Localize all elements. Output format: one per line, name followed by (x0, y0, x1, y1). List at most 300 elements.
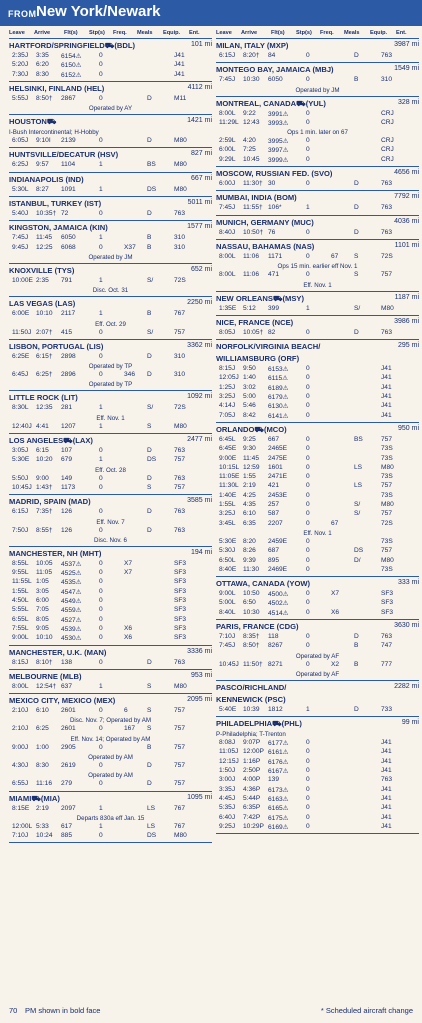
flight-cell: D (147, 137, 152, 145)
flight-cell: 757 (174, 483, 186, 491)
destination-name: INDIANAPOLIS (IND) (9, 174, 84, 184)
flight-cell: 9:30 (243, 445, 256, 453)
flight-cell: 8:00L (219, 109, 236, 117)
flight-cell: SF3 (174, 559, 187, 567)
left-column (9, 40, 212, 844)
flight-cell: 12:40J (12, 422, 32, 430)
flight-cell: 126 (61, 508, 73, 516)
flight-cell: 1:25J (219, 383, 236, 391)
flight-cell: M80 (174, 422, 187, 430)
destination-miles: 1101 mi (394, 241, 419, 249)
flight-row (216, 776, 419, 785)
flight-cell: 763 (381, 776, 393, 784)
flight-cell: 1:50J (219, 767, 236, 775)
flight-cell: 11:50† (243, 660, 263, 668)
flight-cell: 10:45J (12, 483, 32, 491)
flight-cell: D (147, 474, 152, 482)
destination-entry (216, 217, 419, 240)
flight-cell: 72S (174, 404, 186, 412)
destination-name: MONTREAL, CANADA⛟(YUL) (216, 98, 326, 108)
flight-cell: 0 (306, 109, 310, 117)
flight-cell: 10:29P (243, 822, 264, 830)
flight-cell: B (354, 76, 359, 84)
destination-name: KINGSTON, JAMAICA (KIN) (9, 223, 108, 233)
flight-row (216, 706, 419, 715)
destination-entry (216, 192, 419, 215)
flight-cell: 757 (174, 328, 186, 336)
flight-cell: 0 (99, 707, 103, 715)
flight-cell: 0 (99, 328, 103, 336)
flight-cell: DS (147, 185, 157, 193)
flight-cell: 757 (174, 707, 186, 715)
flight-row (216, 767, 419, 776)
flight-cell: B (147, 310, 152, 318)
flight-cell: 1207 (61, 422, 76, 430)
flight-cell: 3993⚠ (268, 119, 289, 127)
flight-cell: 0 (99, 780, 103, 788)
flight-cell: 2898 (61, 352, 76, 360)
flight-cell: M80 (174, 137, 187, 145)
flight-cell: D (147, 447, 152, 455)
flight-row (9, 634, 212, 643)
flight-row (9, 95, 212, 104)
flight-cell: J41 (381, 739, 392, 747)
flight-cell: 7:30J (12, 70, 29, 78)
flight-cell: 9:00 (36, 474, 49, 482)
flight-cell: M11 (174, 94, 187, 102)
flight-cell: 346 (124, 371, 136, 379)
flight-cell: 4:30J (12, 761, 29, 769)
flight-cell: 5:12 (243, 304, 256, 312)
flight-cell: 0 (306, 822, 310, 830)
flight-cell: 8:30 (36, 761, 49, 769)
flight-cell: 6050 (61, 234, 76, 242)
destination-miles: 3336 mi (187, 647, 212, 655)
flight-cell: 4500⚠ (268, 591, 289, 599)
flight-cell: 0 (306, 228, 310, 236)
flight-cell: 763 (381, 52, 393, 59)
flight-cell: M80 (174, 682, 187, 690)
flight-cell: S/ (354, 501, 361, 509)
flight-cell: 6161⚠ (268, 749, 289, 757)
flight-cell: X7 (124, 569, 133, 577)
column-header-right (216, 27, 419, 39)
flight-cell: X7 (124, 559, 133, 567)
flight-cell: 0 (306, 52, 310, 59)
flight-row (9, 234, 212, 243)
flight-cell: J41 (381, 785, 392, 793)
destination-entry (216, 98, 419, 167)
flight-row (216, 455, 419, 464)
flight-cell: 8:10† (36, 658, 53, 666)
flight-cell: 73S (381, 565, 393, 573)
flight-cell: 2896 (61, 371, 76, 379)
flight-cell: 6130⚠ (268, 403, 289, 411)
destination-title (9, 647, 212, 659)
flight-cell: 0 (306, 402, 310, 410)
col-header: Equip. (163, 30, 181, 36)
flight-cell: 8:40L (219, 608, 236, 616)
destination-entry (9, 548, 212, 646)
flight-row (9, 616, 212, 625)
flight-cell: 6:35 (243, 519, 256, 527)
col-header: Arrive (241, 30, 258, 36)
right-column (216, 40, 419, 835)
flight-row (216, 492, 419, 501)
destination-entry (9, 222, 212, 264)
flight-cell: 399 (268, 304, 280, 312)
col-header: Meals (344, 30, 360, 36)
flight-cell: 8:20† (243, 52, 260, 59)
flight-cell: J41 (381, 393, 392, 401)
flight-cell: 0 (99, 569, 103, 577)
destination-title (216, 682, 419, 694)
flight-cell: 0 (306, 146, 310, 154)
flight-cell: 2471E (268, 473, 288, 481)
flight-cell: 7:55L (12, 624, 29, 632)
flight-row (216, 804, 419, 813)
flight-cell: 885 (61, 832, 73, 840)
flight-cell: LS (354, 482, 363, 490)
flight-cell: 6:25 (36, 725, 49, 733)
destination-name: LITTLE ROCK (LIT) (9, 393, 78, 403)
destination-name: NICE, FRANCE (NCE) (216, 317, 294, 327)
flight-cell: 0 (306, 252, 310, 260)
flight-cell: D (147, 508, 152, 516)
flight-cell: M80 (381, 463, 394, 471)
flight-cell: 1 (99, 456, 103, 464)
flight-cell: 757 (174, 725, 186, 733)
destination-miles: 1549 mi (394, 65, 419, 73)
flight-cell: 6:35P (243, 804, 261, 812)
destination-title (216, 192, 419, 204)
destination-miles: 3987 mi (394, 41, 419, 48)
destination-miles: 328 mi (397, 98, 419, 106)
flight-row (216, 510, 419, 519)
aircraft-change-legend: * Scheduled aircraft change (320, 1006, 413, 1015)
destination-name: MANCHESTER, U.K. (MAN) (9, 647, 107, 657)
flight-cell: 9:00J (12, 743, 29, 751)
flight-row (9, 447, 212, 456)
flight-cell: 7:45J (219, 642, 236, 650)
flight-row (216, 412, 419, 421)
flight-row (216, 436, 419, 445)
flight-cell: 1:55L (219, 501, 236, 509)
flight-cell: 118 (268, 632, 279, 640)
page-banner (0, 0, 422, 26)
destination-title (9, 671, 212, 683)
destination-entry (216, 64, 419, 96)
destination-entry (9, 695, 212, 791)
flight-cell: 0 (306, 813, 310, 821)
col-header: Freq. (113, 30, 127, 36)
flight-cell: 6:55J (12, 780, 29, 788)
flight-cell: 0 (306, 491, 310, 499)
flight-cell: M80 (381, 556, 394, 564)
col-header: Ent. (189, 30, 200, 36)
flight-cell: 9:29L (219, 155, 236, 163)
flight-cell: 791 (61, 276, 73, 284)
flight-cell: J41 (381, 794, 392, 802)
destination-miles: 1095 mi (187, 793, 212, 801)
flight-cell: 9:07P (243, 739, 261, 747)
destination-entry (9, 40, 212, 82)
flight-cell: D (354, 328, 359, 336)
flight-cell: 9:05 (36, 624, 49, 632)
destination-title (216, 578, 419, 590)
flight-cell: 5:55J (12, 94, 29, 102)
flight-row (216, 758, 419, 767)
flight-note: Operated by AM (88, 772, 133, 780)
flight-cell: 10:00E (12, 276, 33, 284)
destination-name: ISTANBUL, TURKEY (IST) (9, 199, 102, 209)
flight-cell: 8:55L (12, 559, 29, 567)
flight-cell: 6:50L (219, 556, 236, 564)
flight-cell: 6:55L (12, 615, 29, 623)
flight-cell: S (354, 252, 359, 260)
flight-cell: J41 (381, 365, 392, 373)
destination-miles: 2477 mi (187, 436, 212, 444)
destination-name: NASSAU, BAHAMAS (NAS) (216, 241, 315, 251)
flight-cell: 0 (306, 794, 310, 802)
flight-cell: 5:20J (12, 61, 29, 69)
flight-cell: 8:20 (243, 537, 256, 545)
flight-cell: 0 (99, 658, 103, 666)
destination-name: MILAN, ITALY (MXP) (216, 41, 289, 50)
flight-cell: B (147, 743, 152, 751)
flight-cell: J41 (381, 804, 392, 812)
flight-cell: 4547⚠ (61, 588, 82, 596)
flight-cell: 8:30L (12, 404, 29, 412)
flight-cell: J41 (381, 757, 392, 765)
destination-name: MANCHESTER, NH (MHT) (9, 548, 102, 558)
flight-cell: J41 (174, 61, 185, 69)
flight-cell: 3:35J (219, 785, 236, 793)
flight-cell: S (354, 271, 359, 279)
destination-entry (9, 341, 212, 392)
flight-row (9, 456, 212, 465)
flight-row (9, 683, 212, 692)
flight-cell: S/ (147, 328, 154, 336)
flight-cell: 139 (268, 776, 280, 784)
flight-note: Operated by AM (88, 753, 133, 761)
flight-cell: 757 (174, 761, 186, 769)
flight-cell: 1 (306, 705, 310, 713)
flight-cell: 2:19 (243, 482, 256, 490)
flight-note: Operated by JM (88, 253, 133, 261)
flight-row (9, 625, 212, 634)
flight-row (9, 832, 212, 841)
destination-miles: 1577 mi (187, 223, 212, 231)
flight-cell: 4:35 (243, 501, 256, 509)
col-header: Flt(s) (64, 30, 78, 36)
flight-cell: 4527⚠ (61, 616, 82, 624)
flight-cell: 0 (306, 748, 310, 756)
destination-title (216, 168, 419, 180)
flight-cell: 0 (306, 454, 310, 462)
flight-cell: 7:10J (219, 632, 236, 640)
flight-cell: 0 (99, 352, 103, 360)
flight-cell: 2:50P (243, 767, 261, 775)
flight-cell: 0 (306, 328, 310, 336)
flight-note: Disc. Nov. 6 (94, 536, 127, 544)
flight-cell: 6189⚠ (268, 384, 289, 392)
destination-name: KNOXVILLE (TYS) (9, 265, 75, 275)
flight-cell: 0 (99, 94, 103, 102)
destination-title (216, 621, 419, 633)
destination-title (216, 241, 419, 253)
flight-cell: 8:00L (12, 682, 29, 690)
flight-row (9, 508, 212, 517)
flight-cell: D (147, 94, 152, 102)
flight-cell: DS (147, 456, 157, 464)
destination-name: MONTEGO BAY, JAMAICA (MBJ) (216, 65, 334, 75)
flight-cell: CRJ (381, 109, 394, 117)
flight-cell: J41 (381, 402, 392, 410)
flight-cell: 167 (124, 725, 136, 733)
flight-cell: 6179⚠ (268, 394, 289, 402)
flight-cell: 1:55L (12, 587, 29, 595)
flight-cell: 763 (174, 474, 186, 482)
flight-cell: 7:10J (12, 832, 29, 840)
destination-miles: 2282 mi (394, 682, 419, 690)
flight-cell: 3:00J (219, 776, 236, 784)
flight-cell: 0 (306, 463, 310, 471)
flight-row (216, 329, 419, 338)
flight-cell: 0 (306, 473, 310, 481)
flight-note: Eff. Oct. 29 (95, 320, 126, 328)
flight-cell: 6:40J (219, 813, 236, 821)
flight-cell: 763 (381, 204, 393, 212)
flight-cell: 471 (268, 271, 280, 279)
flight-cell: 3:25J (219, 510, 236, 518)
flight-cell: 107 (61, 447, 73, 455)
flight-cell: 0 (306, 519, 310, 527)
flight-cell: 6:00J (219, 180, 236, 188)
destination-miles: 7792 mi (394, 193, 419, 201)
flight-cell: 6068 (61, 243, 76, 251)
flight-cell: 4539⚠ (61, 625, 82, 633)
destination-entry (216, 621, 419, 681)
flight-cell: 6:25J (12, 161, 29, 169)
flight-cell: D (147, 658, 152, 666)
flight-cell: 11:50J (12, 328, 32, 336)
flight-cell: 1 (306, 204, 310, 212)
destination-name: PARIS, FRANCE (CDG) (216, 621, 299, 631)
flight-cell: 0 (99, 52, 103, 59)
flight-cell: 757 (174, 456, 186, 464)
flight-cell: 1:40E (219, 491, 237, 499)
flight-cell: 6115⚠ (268, 375, 289, 383)
flight-cell: CRJ (381, 146, 394, 154)
flight-cell: 8:50† (36, 94, 53, 102)
destination-subtitle: I-Bush Intercontinental; H-Hobby (9, 129, 99, 137)
flight-cell: 73S (381, 445, 393, 453)
flight-cell: 149 (61, 474, 73, 482)
flight-cell: 73S (381, 473, 393, 481)
flight-cell: 3:05 (36, 587, 49, 595)
flight-cell: 4502⚠ (268, 600, 289, 608)
flight-row (216, 473, 419, 482)
flight-cell: 763 (381, 632, 393, 640)
flight-cell: 10:39 (243, 705, 260, 713)
flight-cell: S (147, 682, 152, 690)
flight-cell: 10:24 (36, 832, 53, 840)
flight-cell: 1:35E (219, 304, 237, 312)
flight-cell: 8:08J (219, 739, 236, 747)
flight-cell: 2601 (61, 707, 76, 715)
flight-cell: 0 (306, 482, 310, 490)
destination-title (216, 341, 419, 353)
flight-cell: D (147, 526, 152, 534)
flight-row (216, 501, 419, 510)
flight-row (9, 484, 212, 493)
flight-cell: 7:45J (219, 76, 236, 84)
flight-cell: 1 (99, 682, 103, 690)
flight-cell: 8:26 (243, 547, 256, 555)
flight-cell: 763 (174, 658, 186, 666)
flight-cell: 6:25E (12, 352, 30, 360)
flight-row (216, 748, 419, 757)
flight-cell: 0 (99, 634, 103, 642)
flight-cell: 126 (61, 526, 73, 534)
flight-cell: 1 (99, 822, 103, 830)
flight-cell: SF3 (174, 587, 187, 595)
destination-title (9, 392, 212, 404)
flight-cell: 0 (306, 547, 310, 555)
flight-cell: X6 (331, 608, 340, 616)
flight-cell: SF3 (174, 624, 187, 632)
destination-entry (9, 198, 212, 221)
flight-cell: 0 (306, 739, 310, 747)
flight-cell: 617 (61, 822, 73, 830)
flight-cell: 4:14J (219, 402, 236, 410)
flight-cell: D (354, 632, 359, 640)
flight-cell: 1104 (61, 161, 76, 169)
flight-cell: 0 (99, 725, 103, 733)
flight-cell: 0 (99, 606, 103, 614)
destination-title (216, 424, 419, 436)
destination-name: OTTAWA, CANADA (YOW) (216, 579, 311, 589)
flight-row (9, 244, 212, 253)
destination-title (9, 341, 212, 353)
flight-cell: 9:00E (219, 454, 237, 462)
destination-name: MIAMI⛟(MIA) (9, 793, 60, 803)
flight-cell: 637 (61, 682, 73, 690)
flight-cell: 0 (99, 597, 103, 605)
destination-entry (9, 83, 212, 115)
destination-title (216, 98, 419, 110)
destination-title (9, 548, 212, 560)
flight-cell: 72S (381, 519, 393, 527)
flight-cell: J41 (381, 411, 392, 419)
flight-row (9, 137, 212, 146)
flight-cell: 6:05J (12, 137, 29, 145)
destination-entry (9, 435, 212, 495)
flight-cell: 1 (99, 404, 103, 412)
flight-cell: 106* (268, 204, 282, 212)
destination-name: LISBON, PORTUGAL (LIS) (9, 341, 104, 351)
flight-cell: 10:30 (243, 76, 260, 84)
flight-cell: B (354, 642, 359, 650)
flight-cell: 763 (381, 228, 393, 236)
flight-cell: 138 (61, 658, 73, 666)
col-header: Flt(s) (271, 30, 285, 36)
flight-cell: 757 (174, 743, 186, 751)
flight-row (216, 204, 419, 213)
destination-miles: 1187 mi (394, 293, 419, 301)
flight-cell: 8271 (268, 660, 283, 668)
